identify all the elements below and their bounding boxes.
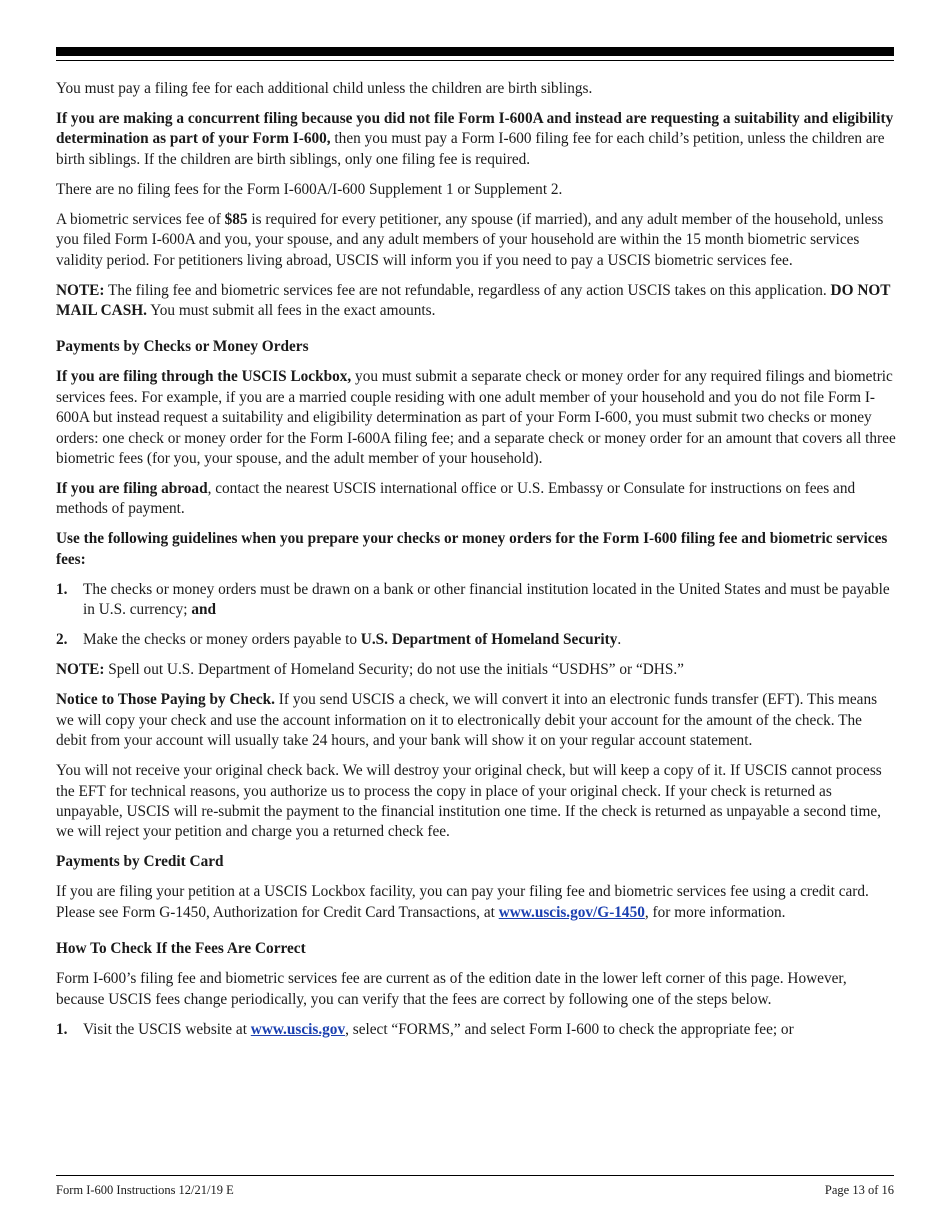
paragraph-biometric-fee xyxy=(56,210,896,271)
credit-text-pre: If you are filing your petition at a USCIS Lockbox facility, you can pay your filing fee and biometric services fee using a credit card. Please see Form G-1450, Authorization for Credit Card Transactions, at xyxy=(56,883,869,921)
paragraph-fees-current: Form I-600’s filing fee and biometric services fee are current as of the edition date in the lower left corner of this page. However, because USCIS fees change periodically, you can verify that the fees are correct by following one of the steps below. xyxy=(56,970,847,1008)
paragraph-lockbox xyxy=(56,367,896,469)
concurrent-filing-bold: If you are making a concurrent filing because you did not file Form I-600A and instead are requesting a suitability and eligibility determination as part of your Form I-600, xyxy=(56,110,894,148)
heading-check-fees: How To Check If the Fees Are Correct xyxy=(56,940,306,958)
abroad-text: , contact the nearest USCIS international office or U.S. Embassy or Consulate for instructions on fees and methods of payment. xyxy=(56,480,856,518)
paragraph-credit-card xyxy=(56,882,896,923)
list-item-number: 1. xyxy=(56,580,68,598)
lockbox-bold: If you are filing through the USCIS Lockbox, xyxy=(56,368,352,386)
paragraph-guidelines xyxy=(56,529,896,570)
g1450-link[interactable]: www.uscis.gov/G-1450 xyxy=(498,903,645,921)
list-item-after: . xyxy=(617,631,622,649)
abroad-bold: If you are filing abroad xyxy=(56,480,208,498)
header-rule-thick xyxy=(56,47,894,56)
note-text: Spell out U.S. Department of Homeland Security; do not use the initials “USDHS” or “DHS.” xyxy=(104,661,684,679)
notice-text: If you send USCIS a check, we will convert it into an electronic funds transfer (EFT). This means we will copy your check and use the account information on it to electronically debit your account for the amount of the check. The debit from your account will usually take 24 hours, and your bank will show it on your regular account statement. xyxy=(56,691,878,750)
uscis-website-link[interactable]: www.uscis.gov xyxy=(250,1020,346,1038)
list-item xyxy=(56,580,896,621)
credit-text-post: , for more information. xyxy=(644,903,786,921)
heading-credit-card: Payments by Credit Card xyxy=(56,853,224,871)
footer-page-number: Page 13 of 16 xyxy=(824,1183,894,1197)
note-text-end: You must submit all fees in the exact amounts. xyxy=(146,302,436,320)
paragraph-concurrent-filing xyxy=(56,109,896,170)
paragraph-original-check: You will not receive your original check back. We will destroy your original check, but will keep a copy of it. If USCIS cannot process the EFT for technical reasons, you authorize us to process the copy in place of your original check. If your check is returned as unpayable, USCIS will re-submit the payment to the financial institution one time. If the check is returned as unpayable a second time, we will reject your petition and charge you a returned check fee. xyxy=(56,762,882,841)
biometric-fee-text-pre: A biometric services fee of xyxy=(56,210,225,228)
note-label: NOTE: xyxy=(56,281,105,299)
paragraph-filing-abroad xyxy=(56,479,896,520)
header-rule-thin xyxy=(56,60,894,61)
list-item xyxy=(56,1020,896,1040)
note-do-not-mail-cash: DO NOT MAIL CASH. xyxy=(56,281,891,320)
list-item-text: Visit the USCIS website at xyxy=(83,1020,251,1038)
list-item-text: The checks or money orders must be drawn on a bank or other financial institution located in the United States and must be payable in U.S. currency; xyxy=(83,580,890,619)
footer-rule xyxy=(56,1175,894,1176)
concurrent-filing-text: then you must pay a Form I-600 filing fee for each child’s petition, unless the children are birth siblings. If the children are birth siblings, only one filing fee is required. xyxy=(56,130,885,168)
note-text: The filing fee and biometric services fee are not refundable, regardless of any action USCIS takes on this application. xyxy=(104,281,831,299)
paragraph-additional-child: You must pay a filing fee for each additional child unless the children are birth siblings. xyxy=(56,80,593,97)
page-content xyxy=(56,79,896,1050)
note-label: NOTE: xyxy=(56,661,105,679)
list-item-bold: U.S. Department of Homeland Security xyxy=(360,631,618,649)
lockbox-text: you must submit a separate check or money order for any required filings and biometric services fees. For example, if you are a married couple residing with one adult member of your household and you do not file Form I-600A but instead request a suitability and eligibility determination as part of your Form I-600, you must submit two checks or money orders: one check or money order for the Form I-600A filing fee; and a separate check or money order for an amount that covers all three biometric fees (for you, your spouse, and the adult member of your household). xyxy=(56,368,896,468)
biometric-fee-amount: $85 xyxy=(224,210,248,228)
note-spell-out xyxy=(56,660,896,680)
guidelines-bold: Use the following guidelines when you prepare your checks or money orders for the Form I-600 filing fee and biometric services fees: xyxy=(56,530,888,568)
footer-form-edition: Form I-600 Instructions 12/21/19 E xyxy=(56,1183,234,1197)
paragraph-notice-check xyxy=(56,690,896,751)
list-item-after: , select “FORMS,” and select Form I-600 to check the appropriate fee; or xyxy=(345,1020,794,1038)
list-item-number: 2. xyxy=(56,631,68,649)
paragraph-no-supplement-fees: There are no filing fees for the Form I-600A/I-600 Supplement 1 or Supplement 2. xyxy=(56,180,563,198)
list-item-number: 1. xyxy=(56,1020,68,1038)
note-not-refundable xyxy=(56,281,896,322)
notice-bold: Notice to Those Paying by Check. xyxy=(56,691,275,709)
heading-checks-money-orders: Payments by Checks or Money Orders xyxy=(56,338,309,356)
list-item-text: Make the checks or money orders payable to xyxy=(83,631,361,649)
list-item xyxy=(56,630,896,650)
list-item-bold: and xyxy=(191,601,216,619)
biometric-fee-text-post: is required for every petitioner, any spouse (if married), and any adult member of the household, unless you filed Form I-600A and you, your spouse, and any adult members of your household are within the 15 month biometric services validity period. For petitioners living abroad, USCIS will inform you if you need to pay a USCIS biometric services fee. xyxy=(56,210,884,269)
